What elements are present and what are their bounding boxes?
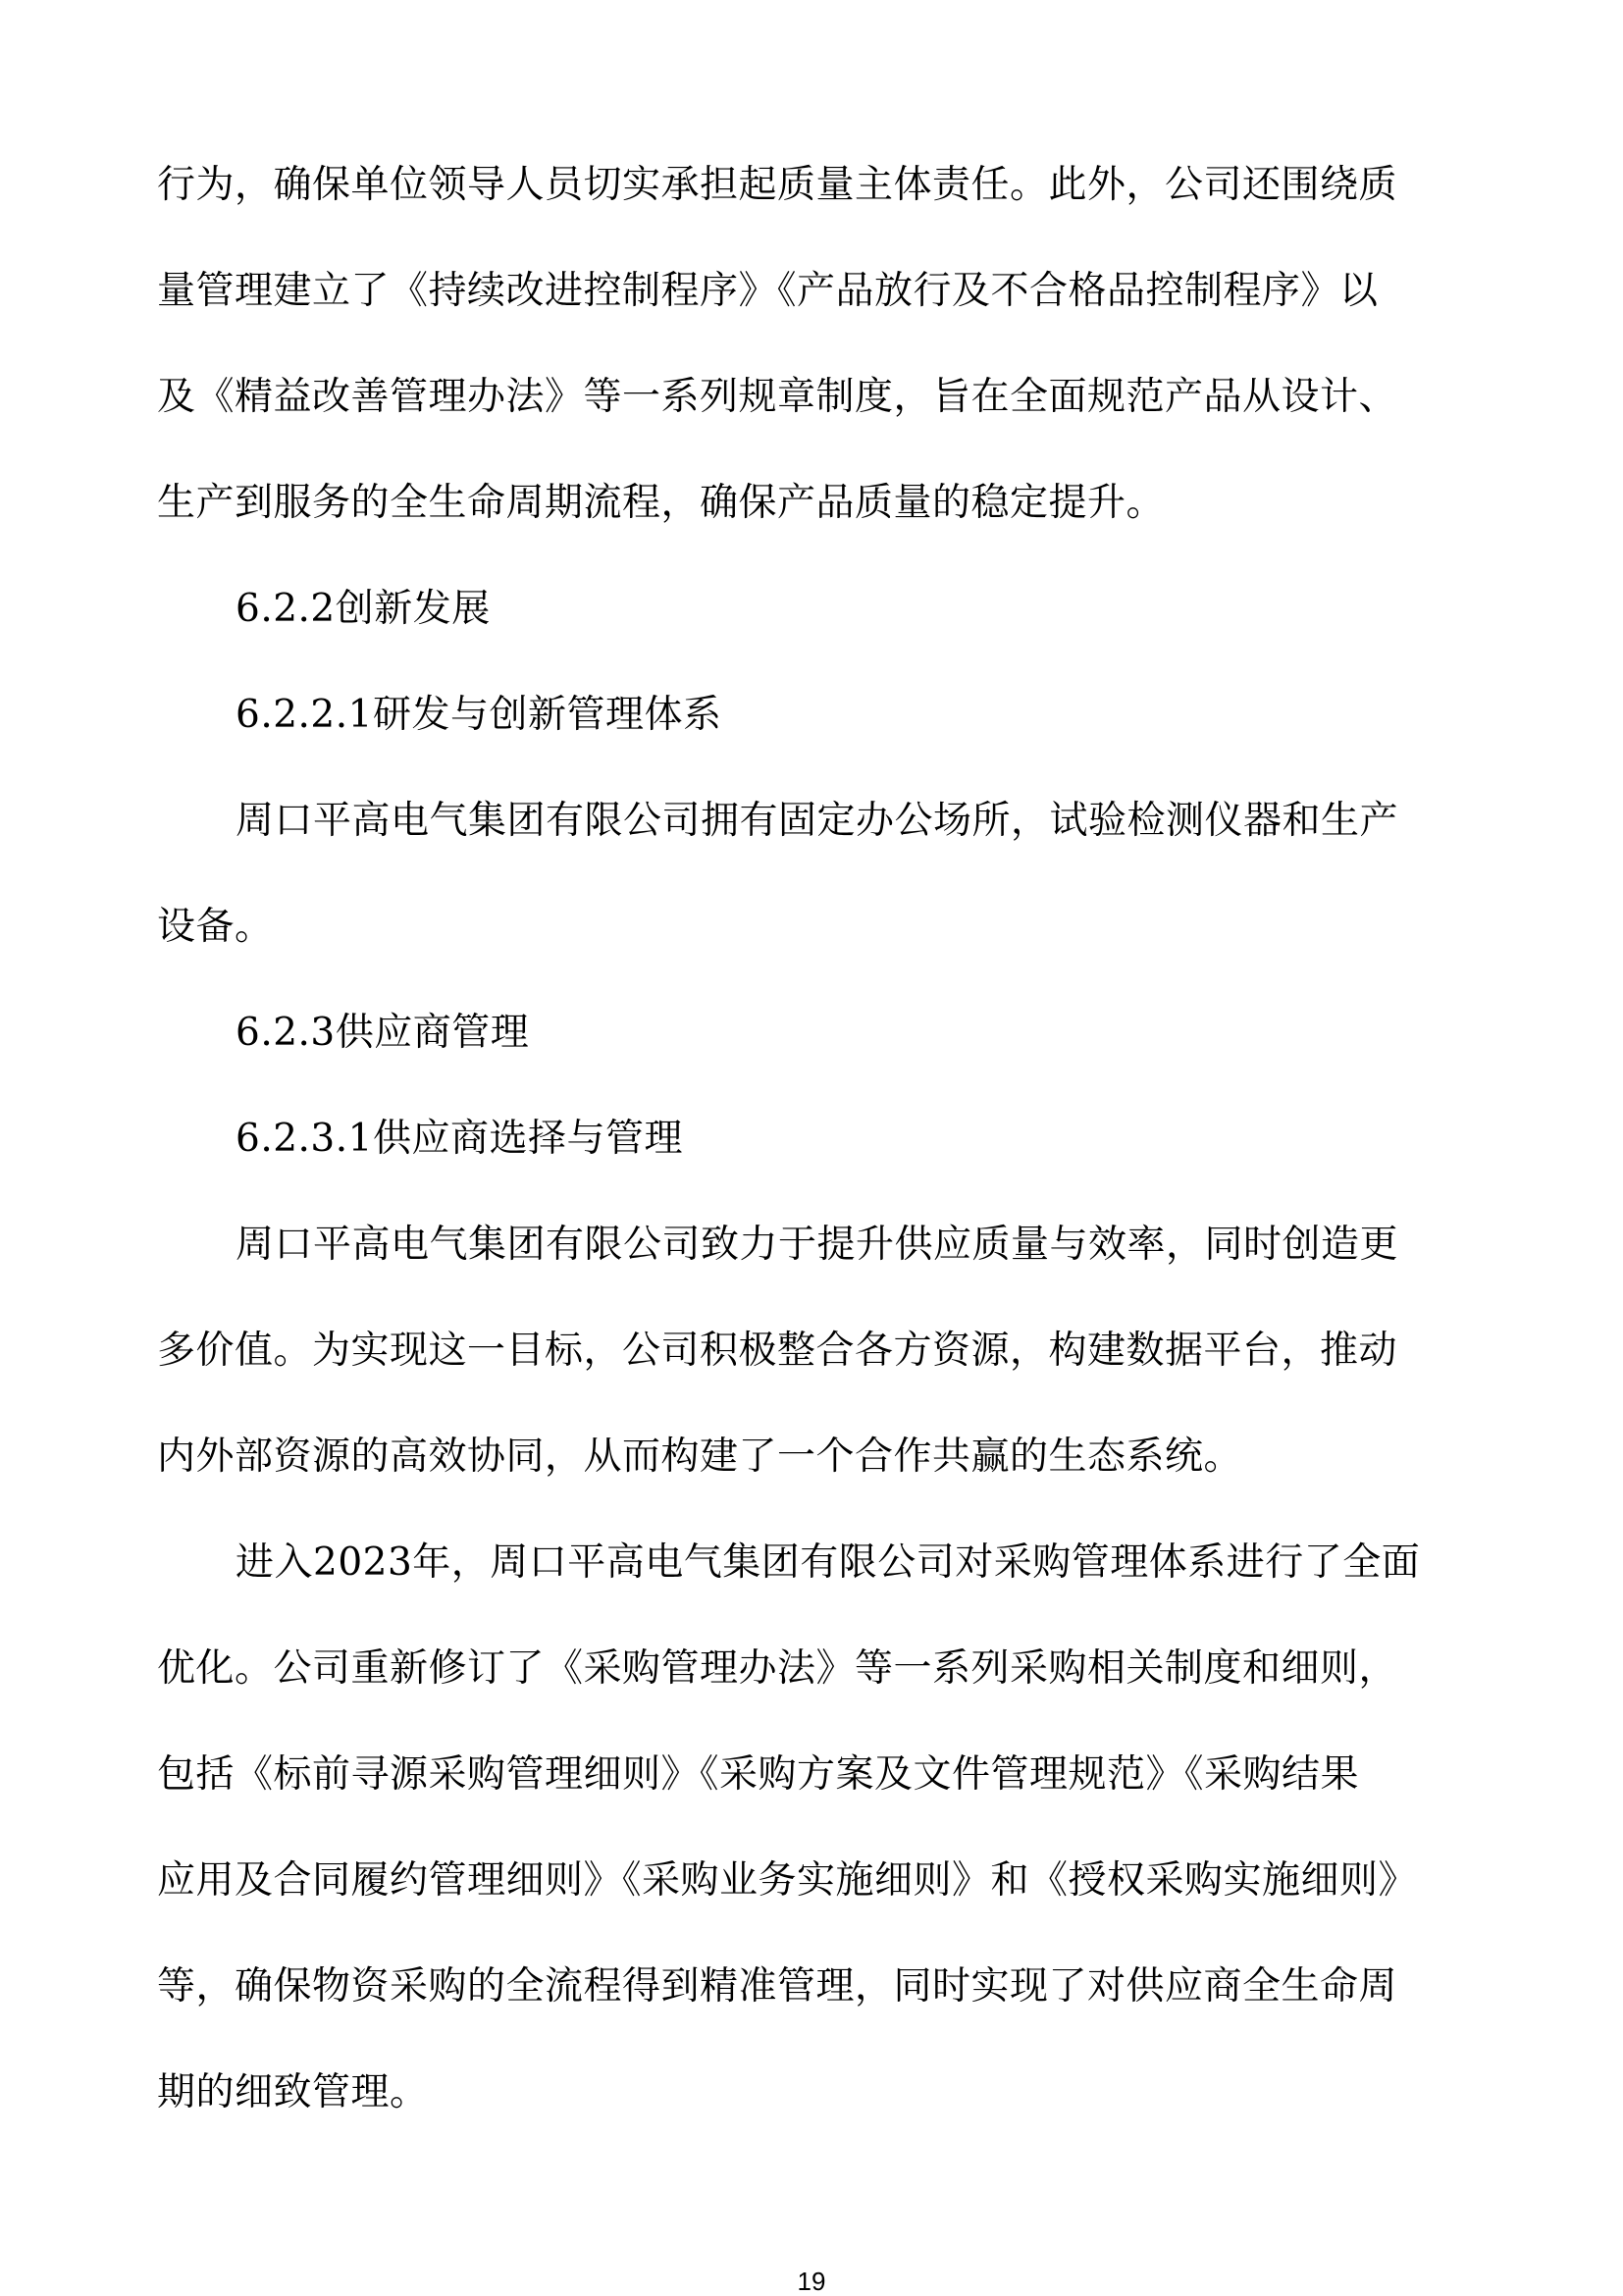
body-text-line: 应用及合同履约管理细则》《采购业务实施细则》和《授权采购实施细则》	[157, 1858, 1418, 1903]
body-text-line: 量管理建立了《持续改进控制程序》《产品放行及不合格品控制程序》以	[157, 269, 1379, 313]
section-heading: 6.2.3供应商管理	[236, 1011, 530, 1055]
body-text-line: 周口平高电气集团有限公司拥有固定办公场所，试验检测仪器和生产	[236, 799, 1399, 843]
body-text-line: 生产到服务的全生命周期流程，确保产品质量的稳定提升。	[157, 481, 1166, 525]
body-text-line: 行为，确保单位领导人员切实承担起质量主体责任。此外，公司还围绕质	[157, 163, 1398, 207]
body-text-line: 优化。公司重新修订了《采购管理办法》等一系列采购相关制度和细则，	[157, 1646, 1398, 1691]
body-text-line: 及《精益改善管理办法》等一系列规章制度，旨在全面规范产品从设计、	[157, 375, 1398, 419]
section-heading: 6.2.2创新发展	[236, 587, 491, 631]
body-text-line: 设备。	[157, 905, 274, 949]
body-text-line: 等，确保物资采购的全流程得到精准管理，同时实现了对供应商全生命周	[157, 1964, 1398, 2009]
subsection-heading: 6.2.3.1供应商选择与管理	[236, 1117, 683, 1161]
page-number: 19	[797, 2267, 826, 2296]
body-text-line: 内外部资源的高效协同，从而构建了一个合作共赢的生态系统。	[157, 1435, 1243, 1479]
body-text-line: 包括《标前寻源采购管理细则》《采购方案及文件管理规范》《采购结果	[157, 1752, 1360, 1797]
body-text-line: 周口平高电气集团有限公司致力于提升供应质量与效率，同时创造更	[236, 1223, 1399, 1267]
subsection-heading: 6.2.2.1研发与创新管理体系	[236, 693, 722, 737]
body-text-line: 进入2023年，周口平高电气集团有限公司对采购管理体系进行了全面	[236, 1540, 1421, 1585]
body-text-line: 多价值。为实现这一目标，公司积极整合各方资源，构建数据平台，推动	[157, 1329, 1398, 1373]
body-text-line: 期的细致管理。	[157, 2070, 429, 2114]
